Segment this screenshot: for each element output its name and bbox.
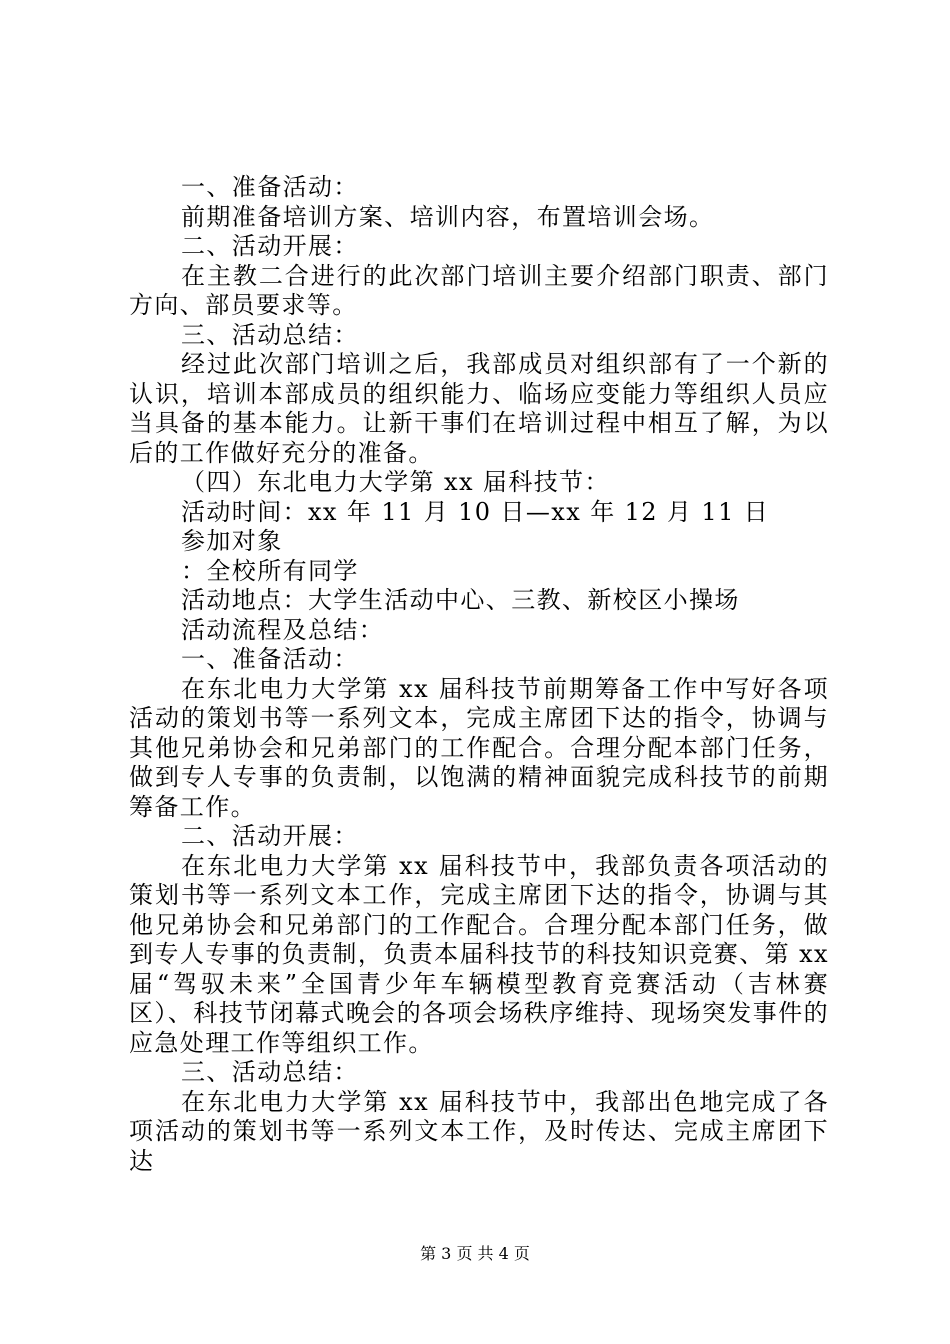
paragraph-prep-details-1: 前期准备培训方案、培训内容，布置培训会场。 [181,202,715,231]
heading-activity-summary-2: 三、活动总结： [181,1058,359,1086]
heading-prep-activity-2: 一、准备活动： [181,645,359,673]
activity-location: 活动地点：大学生活动中心、三教、新校区小操场 [181,586,740,614]
paragraph-activity-summary-1: 经过此次部门培训之后，我部成员对组织部有了一个新的认识，培训本部成员的组织能力、临场应变能力等组织人员应当具备的基本能力。让新干事们在培训过程中相互了解，为以后的工作做好充分的准备。 [129,350,829,467]
paragraph-activity-progress-2: 在东北电力大学第 xx 届科技节中，我部负责各项活动的策划书等一系列文本工作，完成主席团下达的指令，协调与其他兄弟协会和兄弟部门的工作配合。合理分配本部门任务，做到专人专事的负责制，负责本届科技节的科技知识竞赛、第 xx 届“驾驭未来”全国青少年车辆模型教育竞赛活动（吉林赛区）、科技节闭幕式晚会的各项会场秩序维持、现场突发事件的应急处理工作等组织工作。 [129,851,829,1057]
heading-activity-summary-1: 三、活动总结： [181,320,359,349]
participants-label: 参加对象 [181,527,283,555]
heading-prep-activity-1: 一、准备活动： [181,173,359,201]
paragraph-activity-progress-1: 在主教二合进行的此次部门培训主要介绍部门职责、部门方向、部员要求等。 [129,261,829,319]
heading-activity-progress-2: 二、活动开展： [181,822,359,850]
paragraph-activity-summary-2: 在东北电力大学第 xx 届科技节中，我部出色地完成了各项活动的策划书等一系列文本工作，及时传达、完成主席团下达 [129,1087,829,1175]
participants-value: ：全校所有同学 [181,556,359,585]
document-body [129,173,829,1176]
activity-time: 活动时间：xx 年 11 月 10 日—xx 年 12 月 11 日 [181,497,770,526]
page-footer: 第 3 页 共 4 页 [420,1244,530,1263]
heading-activity-progress-1: 二、活动开展： [181,232,359,260]
paragraph-prep-details-2: 在东北电力大学第 xx 届科技节前期筹备工作中写好各项活动的策划书等一系列文本，完成主席团下达的指令，协调与其他兄弟协会和兄弟部门的工作配合。合理分配本部门任务，做到专人专事的负责制，以饱满的精神面貌完成科技节的前期筹备工作。 [129,674,829,821]
section-heading-tech-festival: （四）东北电力大学第 xx 届科技节： [181,468,610,496]
activity-process-heading: 活动流程及总结： [181,615,385,644]
